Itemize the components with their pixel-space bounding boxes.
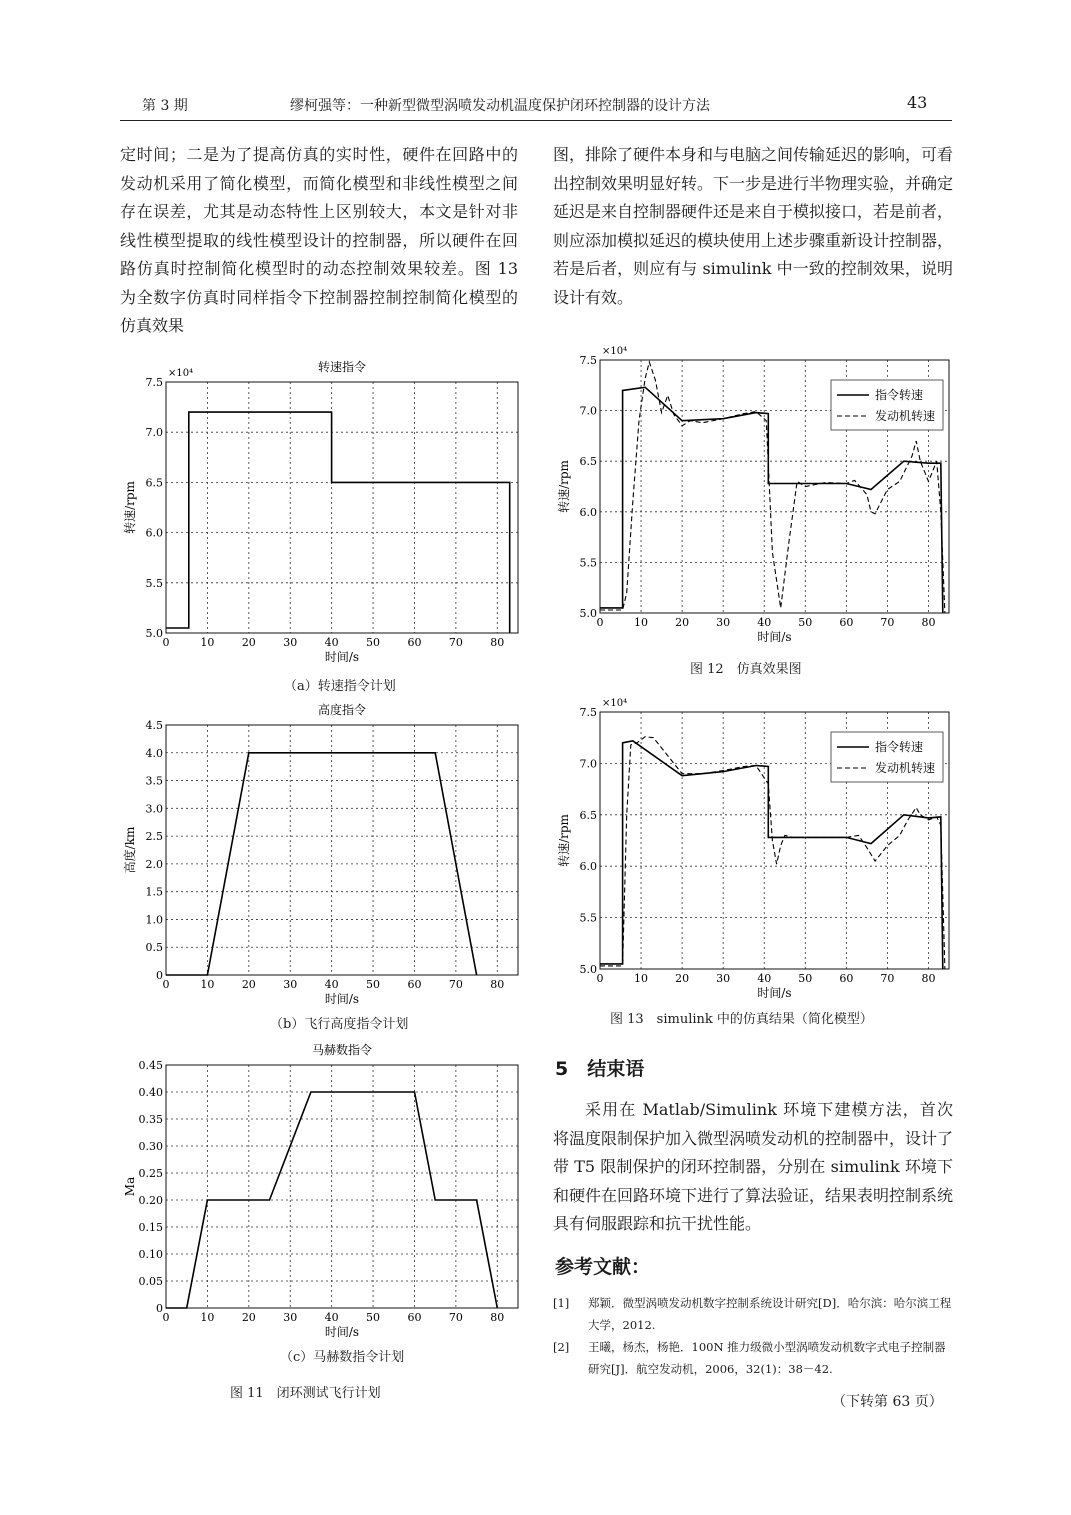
y-multiplier-label: ×10⁴: [602, 698, 628, 709]
reference-item: [553, 1336, 953, 1380]
x-tick-label: 70: [448, 636, 463, 649]
x-tick-label: 30: [283, 978, 298, 991]
reference-text: 郑颖．微型涡喷发动机数字控制系统设计研究[D]．哈尔滨：哈尔滨工程大学，2012.: [588, 1296, 952, 1332]
y-tick-label: 7.0: [579, 757, 597, 771]
references-title: 参考文献：: [555, 1256, 651, 1278]
chart-title: 高度指令: [317, 703, 367, 717]
left-paragraph: 定时间；二是为了提高仿真的实时性，硬件在回路中的发动机采用了简化模型，而简化模型和非线性模型之间存在误差，尤其是动态特性上区别较大，本文是针对非线性模型提取的线性模型设计的控制器，所以硬件在回路仿真时控制简化模型时的动态控制效果较差。图 13 为全数字仿真时同样指令下控制器控制控制简化模型的仿真效果: [120, 145, 518, 335]
y-tick-label: 4.5: [145, 719, 163, 732]
x-tick-label: 30: [716, 972, 731, 985]
x-tick-label: 0: [162, 636, 170, 649]
x-tick-label: 50: [798, 972, 813, 985]
chart-title: 转速指令: [317, 360, 367, 374]
y-axis-label: Ma: [123, 1176, 137, 1197]
x-axis-label: 时间/s: [324, 650, 360, 664]
section5-title: 5 结束语: [555, 1058, 645, 1080]
x-tick-label: 20: [241, 1311, 256, 1324]
x-tick-label: 60: [839, 616, 854, 629]
plot-frame: [166, 382, 518, 633]
x-tick-label: 50: [366, 1311, 381, 1324]
y-tick-label: 5.5: [145, 576, 163, 590]
mach-command-chart: [108, 1038, 528, 1341]
y-tick-label: 0.05: [138, 1275, 163, 1288]
y-tick-label: 7.5: [579, 354, 597, 367]
x-tick-label: 10: [200, 978, 215, 991]
legend-label: 指令转速: [875, 740, 924, 754]
y-tick-label: 5.0: [579, 963, 597, 976]
y-tick-label: 6.0: [579, 860, 597, 874]
continued-note: （下转第 63 页）: [832, 1394, 943, 1410]
x-tick-label: 70: [880, 972, 895, 985]
running-title: 缪柯强等：一种新型微型涡喷发动机温度保护闭环控制器的设计方法: [290, 98, 710, 114]
y-tick-label: 2.5: [145, 830, 163, 844]
journal-issue: 第 3 期: [142, 98, 188, 114]
x-tick-label: 40: [324, 636, 339, 649]
right-paragraph: 图，排除了硬件本身和与电脑之间传输延迟的影响，可看出控制效果明显好转。下一步是进行半物理实验，并确定延迟是来自控制器硬件还是来自于模拟接口，若是前者，则应添加模拟延迟的模块使用上述步骤重新设计控制器，若是后者，则应有与 simulink 中一致的控制效果，说明设计有效。: [553, 145, 954, 307]
x-tick-label: 40: [757, 616, 772, 629]
y-tick-label: 0.40: [138, 1086, 163, 1099]
y-tick-label: 3.5: [145, 774, 163, 788]
x-tick-label: 60: [839, 972, 854, 985]
y-tick-label: 0.20: [138, 1194, 163, 1207]
x-tick-label: 80: [490, 978, 505, 991]
y-tick-label: 5.5: [579, 556, 597, 570]
y-tick-label: 7.5: [145, 376, 163, 389]
legend-label: 发动机转速: [875, 761, 936, 775]
y-tick-label: 7.0: [145, 426, 163, 440]
y-tick-label: 2.0: [145, 857, 163, 871]
x-tick-label: 0: [596, 616, 604, 629]
y-tick-label: 5.5: [579, 911, 597, 925]
y-tick-label: 0.15: [138, 1221, 163, 1234]
x-tick-label: 20: [675, 616, 690, 629]
x-tick-label: 30: [283, 636, 298, 649]
y-axis-label: 转速/rpm: [123, 481, 137, 534]
x-tick-label: 0: [162, 1311, 170, 1324]
x-tick-label: 40: [324, 1311, 339, 1324]
x-tick-label: 20: [241, 636, 256, 649]
y-tick-label: 0.35: [138, 1113, 163, 1126]
y-tick-label: 7.5: [579, 706, 597, 719]
x-tick-label: 70: [880, 616, 895, 629]
x-tick-label: 10: [200, 1311, 215, 1324]
y-tick-label: 0.45: [138, 1059, 163, 1072]
fig13-caption: 图 13 simulink 中的仿真结果（简化模型）: [610, 1012, 873, 1027]
plot-frame: [166, 725, 518, 975]
simulink-result-chart: [548, 692, 958, 1004]
speed-command-chart: [108, 355, 528, 664]
y-tick-label: 6.5: [579, 808, 597, 822]
y-tick-label: 0: [156, 1302, 163, 1315]
x-tick-label: 0: [162, 978, 170, 991]
y-tick-label: 6.5: [579, 455, 597, 469]
fig11a-caption: （a）转速指令计划: [284, 679, 396, 694]
x-tick-label: 80: [921, 616, 936, 629]
x-tick-label: 70: [448, 978, 463, 991]
x-tick-label: 20: [241, 978, 256, 991]
x-tick-label: 10: [634, 616, 649, 629]
fig11c-caption: （c）马赫数指令计划: [280, 1350, 405, 1365]
x-tick-label: 70: [448, 1311, 463, 1324]
reference-text: 王曦，杨杰，杨艳．100N 推力级微小型涡喷发动机数字式电子控制器研究[J]．航空发动机，2006，32(1)：38－42.: [588, 1340, 946, 1376]
fig11-caption: 图 11 闭环测试飞行计划: [230, 1386, 381, 1401]
y-axis-label: 高度/km: [123, 826, 137, 874]
x-axis-label: 时间/s: [757, 986, 792, 1000]
fig12-caption: 图 12 仿真效果图: [690, 662, 802, 677]
y-tick-label: 0: [156, 969, 163, 982]
x-tick-label: 0: [596, 972, 604, 985]
y-tick-label: 7.0: [579, 404, 597, 418]
x-tick-label: 30: [283, 1311, 298, 1324]
y-tick-label: 4.0: [145, 746, 163, 760]
series-line: [166, 412, 510, 633]
right-column-text: [553, 141, 953, 312]
chart-title: 马赫数指令: [311, 1043, 373, 1057]
y-tick-label: 6.5: [145, 476, 163, 490]
x-tick-label: 60: [407, 1311, 422, 1324]
y-multiplier-label: ×10⁴: [168, 368, 194, 379]
y-tick-label: 5.0: [579, 607, 597, 620]
y-axis-label: 转速/rpm: [557, 814, 571, 867]
reference-number: [2]: [553, 1340, 570, 1354]
y-tick-label: 6.0: [145, 526, 163, 540]
y-tick-label: 0.5: [145, 941, 163, 955]
y-tick-label: 0.30: [138, 1140, 163, 1153]
x-tick-label: 60: [407, 978, 422, 991]
x-tick-label: 80: [921, 972, 936, 985]
x-tick-label: 80: [490, 636, 505, 649]
x-tick-label: 50: [366, 636, 381, 649]
x-tick-label: 10: [634, 972, 649, 985]
page-number: 43: [907, 93, 928, 112]
legend-label: 发动机转速: [875, 409, 936, 423]
x-tick-label: 30: [716, 616, 731, 629]
reference-number: [1]: [553, 1296, 570, 1310]
x-tick-label: 80: [490, 1311, 505, 1324]
plot-frame: [166, 1065, 518, 1308]
x-tick-label: 10: [200, 636, 215, 649]
section5-paragraph: 采用在 Matlab/Simulink 环境下建模方法，首次将温度限制保护加入微型涡喷发动机的控制器中，设计了带 T5 限制保护的闭环控制器，分别在 simulink 环境下和硬件在回路环境下进行了算法验证，结果表明控制系统具有伺服跟踪和抗干扰性能。: [553, 1100, 954, 1233]
y-tick-label: 3.0: [145, 802, 163, 816]
y-tick-label: 0.25: [138, 1167, 163, 1180]
x-tick-label: 40: [757, 972, 772, 985]
x-tick-label: 50: [798, 616, 813, 629]
y-multiplier-label: ×10⁴: [602, 346, 628, 357]
x-tick-label: 50: [366, 978, 381, 991]
y-tick-label: 1.0: [145, 913, 163, 927]
reference-item: [553, 1292, 953, 1336]
x-tick-label: 40: [324, 978, 339, 991]
x-tick-label: 60: [407, 636, 422, 649]
y-tick-label: 1.5: [145, 885, 163, 899]
y-tick-label: 6.0: [579, 505, 597, 519]
y-axis-label: 转速/rpm: [557, 460, 571, 513]
x-axis-label: 时间/s: [324, 1325, 360, 1339]
x-axis-label: 时间/s: [757, 630, 792, 644]
fig11b-caption: （b）飞行高度指令计划: [270, 1017, 409, 1032]
reference-list: [553, 1292, 953, 1380]
y-tick-label: 0.10: [138, 1248, 163, 1261]
header-rule: [120, 120, 952, 121]
y-tick-label: 5.0: [145, 627, 163, 640]
altitude-command-chart: [108, 698, 528, 1008]
x-tick-label: 20: [675, 972, 690, 985]
section5-body: [553, 1096, 953, 1239]
legend-label: 指令转速: [875, 388, 924, 402]
left-column-text: [120, 141, 518, 341]
x-axis-label: 时间/s: [324, 992, 360, 1006]
simulation-result-chart: [548, 340, 958, 652]
